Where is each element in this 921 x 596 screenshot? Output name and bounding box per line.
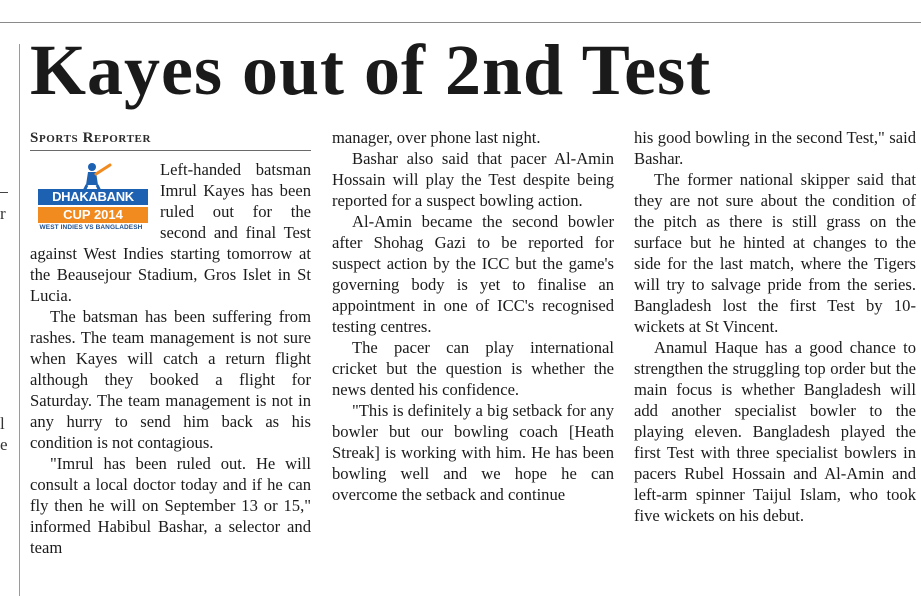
logo-cup-year: CUP 2014	[38, 207, 148, 223]
headline: Kayes out of 2nd Test	[30, 30, 712, 110]
edge-fragment: e	[0, 435, 8, 454]
article-column-2	[332, 127, 614, 505]
paragraph: "This is definitely a big setback for any bowler but our bowling coach [Heath Streak] is working with him. He has been bowling well and we hope he can overcome the setback and continue	[332, 401, 614, 504]
article-column-3	[634, 127, 916, 526]
paragraph: manager, over phone last night.	[332, 128, 541, 147]
edge-fragment: r	[0, 204, 6, 223]
logo-title: DHAKABANK	[38, 189, 148, 205]
paragraph: The batsman has been suffering from rashes. The team management is not sure when Kayes will catch a return flight although they booked a flight for Saturday. The team management is not in any hurry to send him back as his condition is not contagious.	[30, 307, 311, 452]
paragraph: The former national skipper said that they are not sure about the condition of the pitch as there is still grass on the surface but he hinted at changes to the side for the last match, where the Tigers will try to salvage pride from the series. Bangladesh lost the first Test by 10-wickets at St Vincent.	[634, 170, 916, 336]
logo-subtitle: WEST INDIES VS BANGLADESH	[39, 224, 143, 231]
paragraph: Bashar also said that pacer Al-Amin Hossain will play the Test despite being reported for a suspect bowling action.	[332, 149, 614, 210]
paragraph: Anamul Haque has a good chance to strengthen the struggling top order but the main focus is whether Bangladesh will add another specialist bowler to the playing eleven. Bangladesh played the first Test with three specialist bowlers in pacers Rubel Hossain and Al-Amin and left-arm spinner Taijul Islam, who took five wickets on his debut.	[634, 338, 916, 525]
byline: Sports Reporter	[30, 129, 311, 151]
column-rule-left	[19, 44, 20, 596]
paragraph: his good bowling in the second Test," said Bashar.	[634, 128, 916, 168]
top-rule	[0, 22, 921, 23]
article-column-1	[30, 129, 311, 558]
edge-dash	[0, 192, 8, 193]
dhaka-bank-cup-logo	[32, 161, 150, 235]
edge-fragment: l	[0, 414, 5, 433]
paragraph: The pacer can play international cricket but the question is whether the news dented his confidence.	[332, 338, 614, 399]
paragraph: Left-handed batsman Imrul Kayes has been ruled out for the second and final Test against West Indies starting tomorrow at the Beausejour Stadium, Gros Islet in St Lucia.	[30, 160, 311, 305]
paragraph: Al-Amin became the second bowler after Shohag Gazi to be reported for suspect action by the ICC but the game's governing body is yet to finalise an appointment in one of ICC's recognised testing centres.	[332, 212, 614, 336]
paragraph: "Imrul has been ruled out. He will consult a local doctor today and if he can fly then he will on September 13 or 15," informed Habibul Bashar, a selector and team	[30, 454, 311, 557]
batsman-icon	[32, 161, 150, 191]
